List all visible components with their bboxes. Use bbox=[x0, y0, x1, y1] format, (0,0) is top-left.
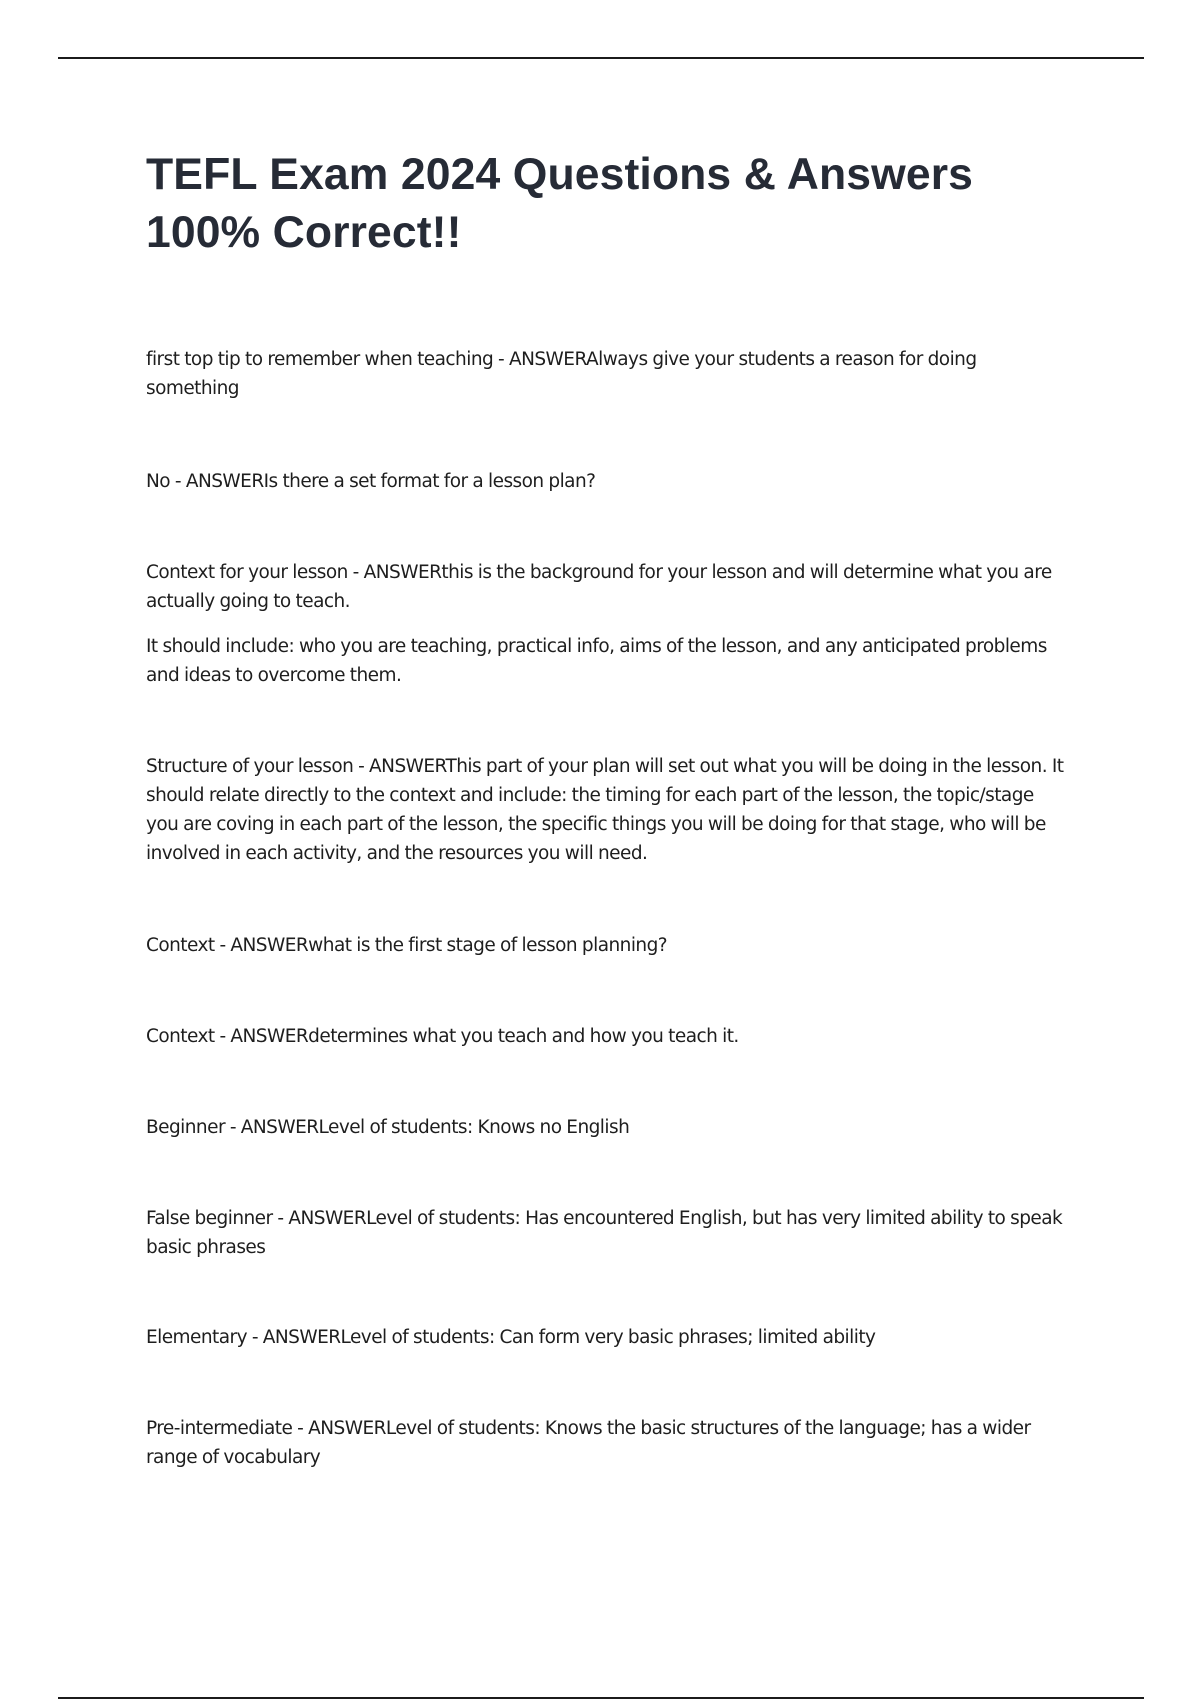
qa-text: Pre-intermediate - ANSWERLevel of students: Knows the basic structures of the language; has a wider range of vocabulary bbox=[146, 1418, 1031, 1468]
qa-text: Beginner - ANSWERLevel of students: Knows no English bbox=[146, 1117, 630, 1138]
qa-entry bbox=[146, 1113, 1066, 1142]
header-rule bbox=[58, 57, 1144, 59]
qa-entry bbox=[146, 345, 1066, 403]
qa-text: No - ANSWERIs there a set format for a lesson plan? bbox=[146, 471, 596, 492]
footer-rule bbox=[58, 1697, 1144, 1699]
qa-text: False beginner - ANSWERLevel of students: Has encountered English, but has very limited ability to speak basic phrases bbox=[146, 1208, 1063, 1258]
qa-text: Context - ANSWERwhat is the first stage of lesson planning? bbox=[146, 935, 668, 956]
qa-entry bbox=[146, 1414, 1066, 1472]
qa-entry bbox=[146, 558, 1066, 690]
document-title: TEFL Exam 2024 Questions & Answers 100% Correct!! bbox=[146, 150, 973, 257]
qa-entry bbox=[146, 1323, 1066, 1352]
qa-text: Context for your lesson - ANSWERthis is the background for your lesson and will determine what you are actually going to teach. bbox=[146, 562, 1052, 612]
qa-entry bbox=[146, 1204, 1066, 1262]
qa-text: Elementary - ANSWERLevel of students: Can form very basic phrases; limited ability bbox=[146, 1327, 876, 1348]
qa-text: first top tip to remember when teaching - ANSWERAlways give your students a reason for doing something bbox=[146, 349, 977, 399]
qa-text: Context - ANSWERdetermines what you teach and how you teach it. bbox=[146, 1026, 739, 1047]
qa-entry bbox=[146, 931, 1066, 960]
qa-entry bbox=[146, 467, 1066, 496]
qa-entry bbox=[146, 752, 1066, 868]
qa-text: Structure of your lesson - ANSWERThis part of your plan will set out what you will be doing in the lesson. It should relate directly to the context and include: the timing for each part of the lesson, the topic/stage you are coving in each part of the lesson, the specific things you will be doing for that stage, who will be involved in each activity, and the resources you will need. bbox=[146, 756, 1064, 864]
qa-text: It should include: who you are teaching, practical info, aims of the lesson, and any anticipated problems and ideas to overcome them. bbox=[146, 636, 1047, 686]
qa-entry bbox=[146, 1022, 1066, 1051]
